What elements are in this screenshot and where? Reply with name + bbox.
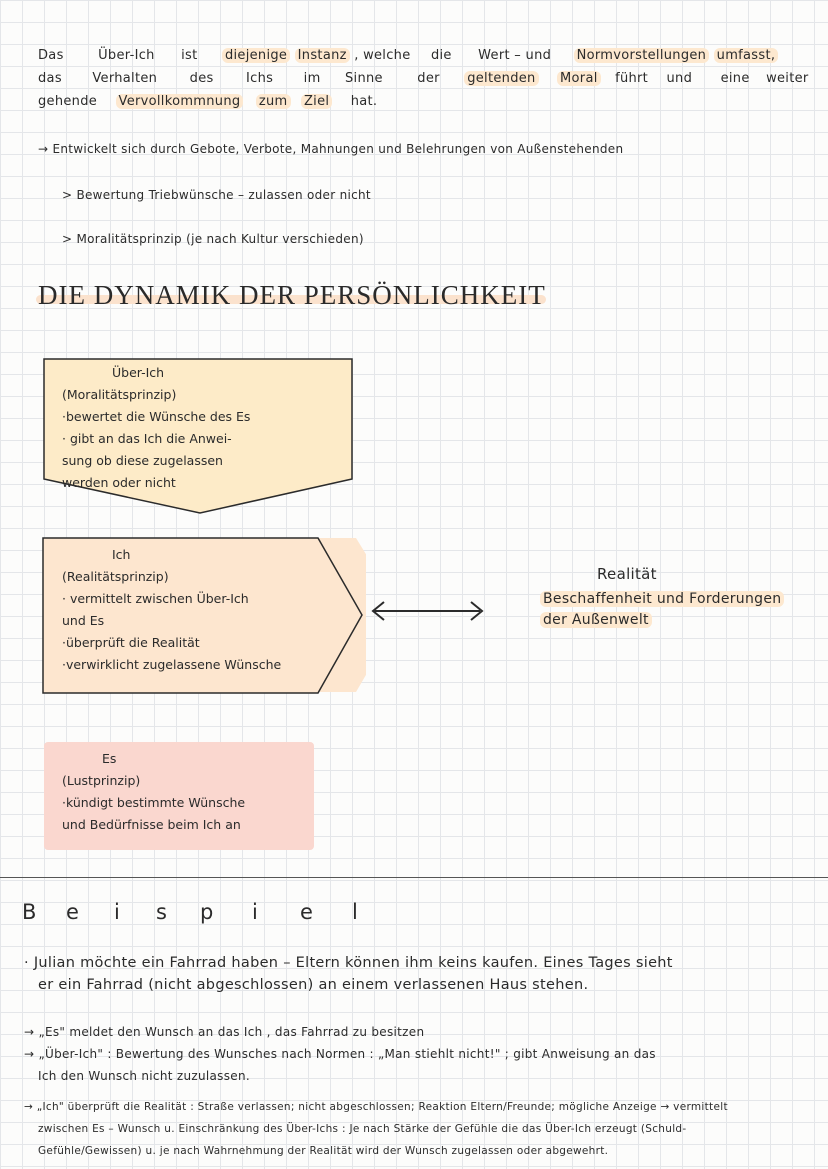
intro-line-3 <box>38 91 377 113</box>
word: Das <box>38 48 64 63</box>
box-line: und Bedürfnisse beim Ich an <box>62 817 241 832</box>
word: führt <box>615 71 649 86</box>
box-line: ·kündigt bestimmte Wünsche <box>62 795 246 810</box>
box-line: ·überprüft die Realität <box>62 635 200 650</box>
word: ist <box>181 48 198 63</box>
beispiel-letter: i <box>114 900 120 924</box>
word: eine <box>720 71 750 86</box>
word: Moral <box>557 71 601 86</box>
ueberich-lines <box>62 384 250 494</box>
bullet-develops: → Entwickelt sich durch Gebote, Verbote, Mahnungen und Belehrungen von Außenstehenden <box>38 142 624 156</box>
box-line: · vermittelt zwischen Über-Ich <box>62 591 249 606</box>
ich-lines <box>62 566 281 676</box>
word: Ziel <box>301 94 332 109</box>
word: Sinne <box>344 71 383 86</box>
beispiel-letter: s <box>156 900 167 924</box>
box-line: werden oder nicht <box>62 475 176 490</box>
sub-bullet-morality: > Moralitätsprinzip (je nach Kultur verschieden) <box>62 232 364 246</box>
word: der <box>417 71 440 86</box>
word: des <box>189 71 214 86</box>
example-ueberich-1: → „Über-Ich" : Bewertung des Wunsches nach Normen : „Man stiehlt nicht!" ; gibt Anweisung an das <box>24 1047 656 1061</box>
beispiel-letter: p <box>200 900 214 924</box>
example-ich-1: → „Ich" überprüft die Realität : Straße verlassen; nicht abgeschlossen; Reaktion Eltern/Freunde; mögliche Anzeige → vermittelt <box>24 1101 728 1113</box>
ueberich-heading: Über-Ich <box>112 365 165 380</box>
word: Ichs <box>246 71 274 86</box>
beispiel-letter: i <box>252 900 258 924</box>
beispiel-letter: e <box>66 900 79 924</box>
word: im <box>303 71 321 86</box>
realitaet-heading: Realität <box>597 565 657 583</box>
beispiel-letter: B <box>22 900 37 924</box>
realitaet-line-1-text: Beschaffenheit und Forderungen <box>540 591 784 607</box>
word: weiter <box>766 71 809 86</box>
beispiel-letter: e <box>300 900 313 924</box>
word: die <box>430 48 452 63</box>
es-heading: Es <box>102 751 117 766</box>
realitaet-line-1 <box>540 588 784 610</box>
word: Über-Ich <box>98 48 155 63</box>
word: , <box>354 48 359 63</box>
word: zum <box>256 94 291 109</box>
word: Normvorstellungen <box>574 48 710 63</box>
story-line-1: · Julian möchte ein Fahrrad haben – Eltern können ihm keins kaufen. Eines Tages sieht <box>24 955 673 971</box>
word: umfasst, <box>714 48 779 63</box>
box-line: (Moralitätsprinzip) <box>62 387 177 402</box>
word: das <box>38 71 62 86</box>
word: welche <box>363 48 411 63</box>
double-arrow-icon <box>368 596 488 626</box>
intro-line-2 <box>38 68 809 90</box>
beispiel-letter: l <box>352 900 358 924</box>
realitaet-line-2-text: der Außenwelt <box>540 612 652 628</box>
box-line: sung ob diese zugelassen <box>62 453 223 468</box>
word: Vervollkommnung <box>116 94 244 109</box>
word: Verhalten <box>92 71 158 86</box>
example-ueberich-2: Ich den Wunsch nicht zuzulassen. <box>38 1069 250 1083</box>
story-line-2: er ein Fahrrad (nicht abgeschlossen) an einem verlassenen Haus stehen. <box>38 977 589 993</box>
box-line: ·verwirklicht zugelassene Wünsche <box>62 657 282 672</box>
word: gehende <box>38 94 98 109</box>
word: hat. <box>350 94 378 109</box>
box-line: (Lustprinzip) <box>62 773 141 788</box>
ich-heading: Ich <box>112 547 131 562</box>
box-line: und Es <box>62 613 105 628</box>
example-ich-2: zwischen Es – Wunsch u. Einschränkung des Über-Ichs : Je nach Stärke der Gefühle die das Über-Ich erzeugt (Schuld- <box>38 1123 687 1135</box>
intro-line-1 <box>38 45 778 67</box>
box-line: (Realitätsprinzip) <box>62 569 169 584</box>
page-title: DIE DYNAMIK DER PERSÖNLICHKEIT <box>38 280 546 310</box>
section-divider <box>0 877 828 878</box>
es-lines <box>62 770 245 836</box>
box-line: · gibt an das Ich die Anwei- <box>62 431 232 446</box>
word: geltenden <box>464 71 538 86</box>
word: und <box>666 71 693 86</box>
word: diejenige <box>222 48 290 63</box>
box-line: ·bewertet die Wünsche des Es <box>62 409 251 424</box>
word: Instanz <box>295 48 350 63</box>
example-ich-3: Gefühle/Gewissen) u. je nach Wahrnehmung der Realität wird der Wunsch zugelassen oder abgewehrt. <box>38 1145 609 1157</box>
sub-bullet-evaluation: > Bewertung Triebwünsche – zulassen oder nicht <box>62 188 371 202</box>
realitaet-line-2 <box>540 609 652 631</box>
example-es: → „Es" meldet den Wunsch an das Ich , das Fahrrad zu besitzen <box>24 1025 425 1039</box>
word: Wert – und <box>478 48 552 63</box>
